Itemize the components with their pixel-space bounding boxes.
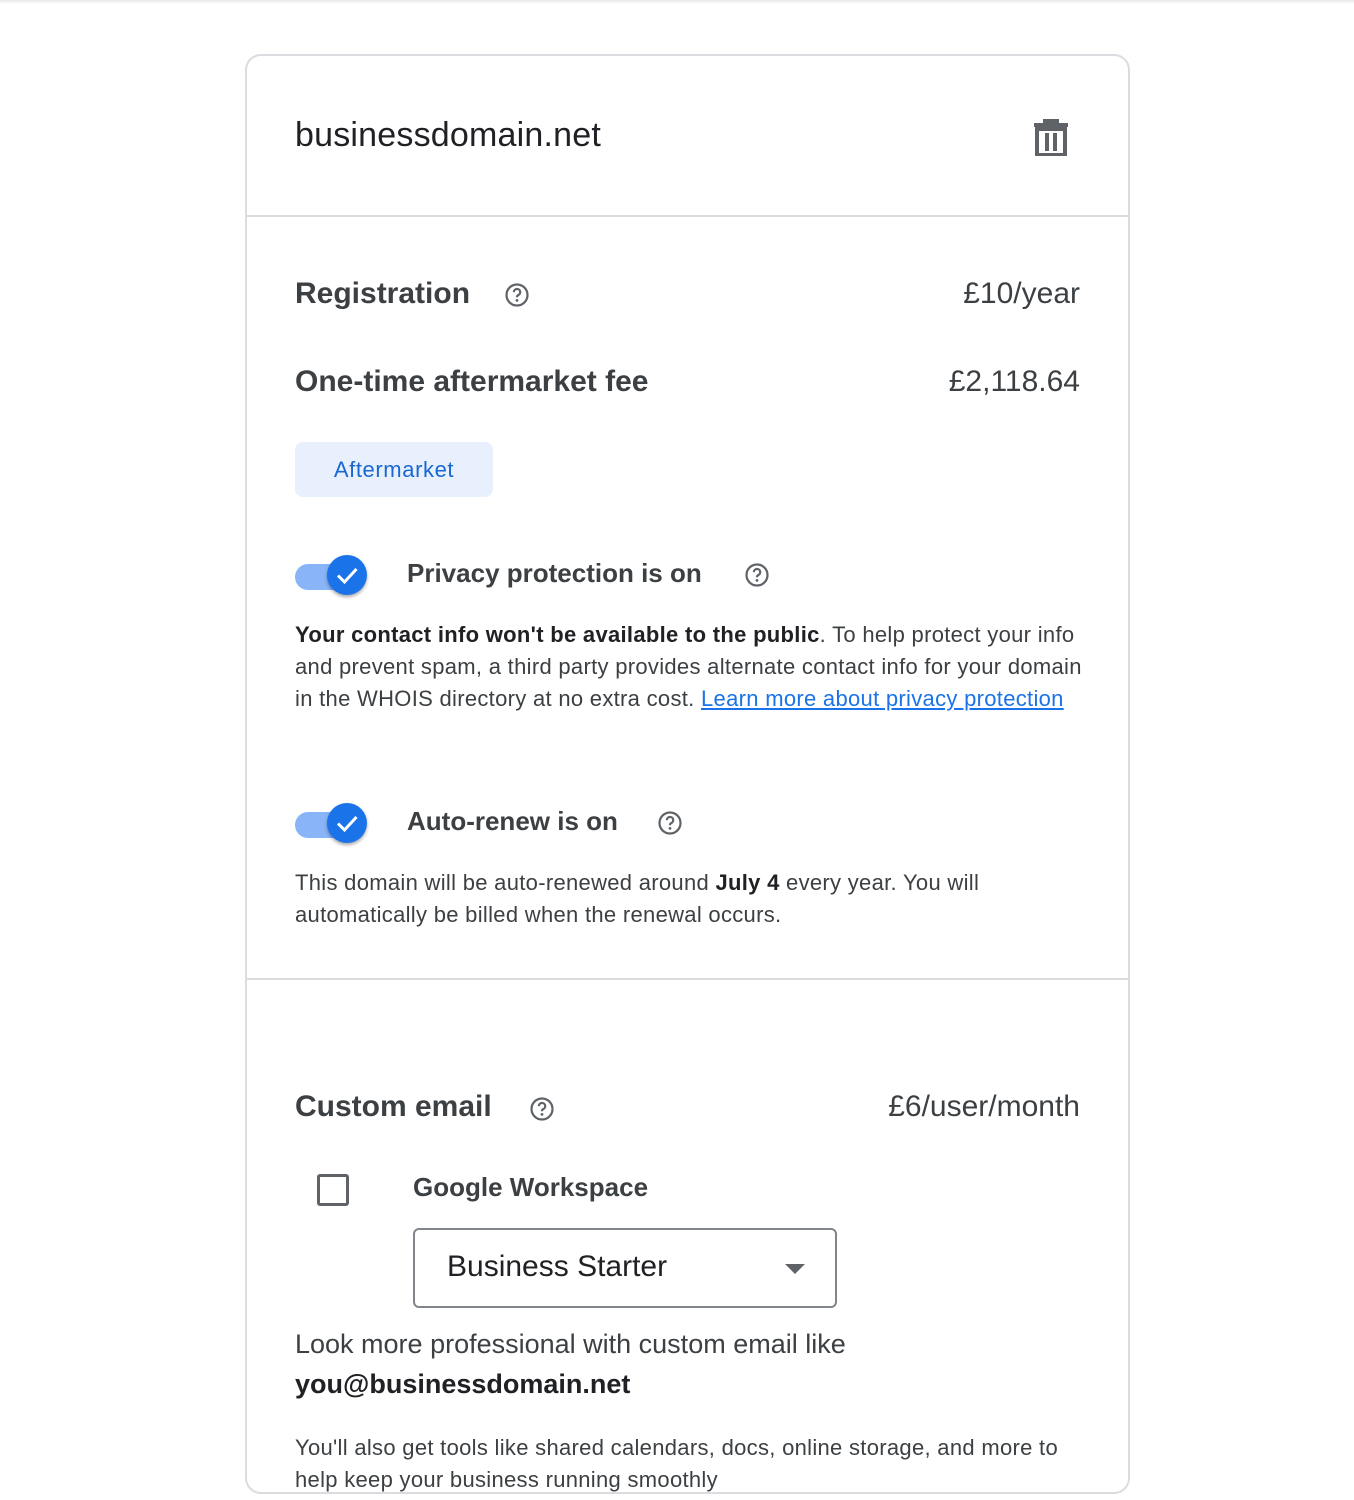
registration-price: £10/year: [963, 277, 1080, 310]
help-circle-icon[interactable]: [530, 1097, 554, 1121]
aftermarket-fee-label: One-time aftermarket fee: [295, 365, 649, 398]
promo-email: you@businessdomain.net: [295, 1369, 631, 1399]
custom-email-price: £6/user/month: [888, 1090, 1080, 1123]
toggle-thumb: [327, 555, 367, 595]
workspace-plan-select[interactable]: [413, 1228, 837, 1308]
trash-icon[interactable]: [1033, 118, 1069, 156]
google-workspace-label: Google Workspace: [413, 1172, 649, 1202]
google-workspace-checkbox[interactable]: [317, 1174, 349, 1206]
custom-email-promo: [295, 1324, 1095, 1404]
domain-name: businessdomain.net: [295, 116, 602, 154]
autorenew-toggle[interactable]: [295, 803, 369, 847]
autorenew-description: [295, 867, 1095, 931]
checkmark-icon: [335, 811, 359, 835]
toggle-thumb: [327, 803, 367, 843]
workspace-tools-description: You'll also get tools like shared calendars, docs, online storage, and more to help keep your business running smoothly: [295, 1435, 1059, 1492]
help-circle-icon[interactable]: [505, 283, 529, 307]
autorenew-date: July 4: [715, 870, 780, 895]
help-circle-icon[interactable]: [658, 811, 682, 835]
aftermarket-fee-price: £2,118.64: [948, 365, 1080, 398]
privacy-toggle[interactable]: [295, 555, 369, 599]
card-header: [247, 56, 1128, 217]
checkmark-icon: [335, 563, 359, 587]
autorenew-text-before: This domain will be auto-renewed around: [295, 870, 716, 895]
top-shadow: [0, 0, 1354, 4]
dropdown-arrow-icon: [785, 1264, 805, 1274]
learn-more-privacy-link[interactable]: Learn more about privacy protection: [701, 686, 1064, 711]
privacy-description-bold: Your contact info won't be available to the public: [295, 622, 820, 647]
workspace-plan-value: Business Starter: [447, 1250, 668, 1283]
help-circle-icon[interactable]: [745, 563, 769, 587]
autorenew-label: Auto-renew is on: [407, 806, 618, 836]
autorenew-text-after: every year. You will automatically be billed when the renewal occurs.: [295, 870, 980, 927]
registration-section: [247, 217, 1128, 980]
privacy-description-text: . To help protect your info and prevent spam, a third party provides alternate contact info for your domain in the WHOIS directory at no extra cost.: [295, 622, 1082, 711]
privacy-label: Privacy protection is on: [407, 558, 702, 588]
promo-text: Look more professional with custom email like: [295, 1329, 846, 1359]
privacy-description: [295, 619, 1095, 715]
aftermarket-chip: Aftermarket: [295, 442, 493, 497]
custom-email-section: [247, 980, 1128, 1500]
domain-cart-card: [245, 54, 1130, 1494]
custom-email-label: Custom email: [295, 1090, 492, 1123]
registration-label: Registration: [295, 277, 471, 310]
